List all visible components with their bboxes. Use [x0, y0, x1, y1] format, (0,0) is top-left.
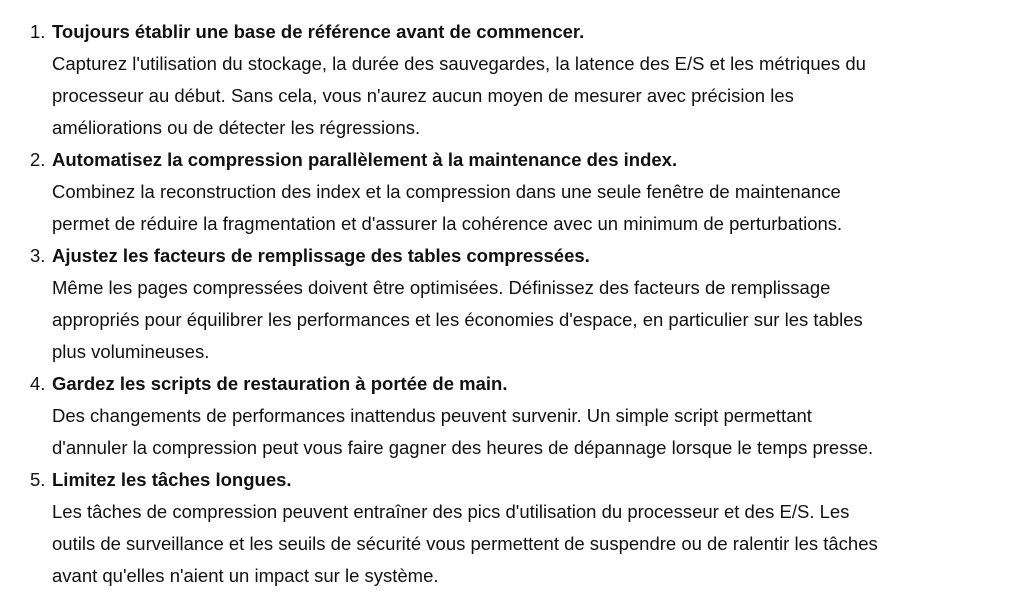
item-body-line: Les tâches de compression peuvent entraîner des pics d'utilisation du processeur et des E/S. Les — [52, 501, 850, 522]
item-body-line: Même les pages compressées doivent être optimisées. Définissez des facteurs de remplissage — [52, 277, 831, 298]
item-number: 2. — [30, 149, 46, 170]
item-number: 5. — [30, 469, 46, 490]
item-body-line: d'annuler la compression peut vous faire gagner des heures de dépannage lorsque le temps presse. — [52, 437, 874, 458]
item-number: 4. — [30, 373, 46, 394]
item-body-line: plus volumineuses. — [52, 341, 210, 362]
item-body-line: améliorations ou de détecter les régressions. — [52, 117, 421, 138]
item-title: Automatisez la compression parallèlement à la maintenance des index. — [52, 149, 678, 170]
list-item — [0, 240, 1024, 368]
list-item — [0, 16, 1024, 144]
item-number: 1. — [30, 21, 46, 42]
item-title: Ajustez les facteurs de remplissage des tables compressées. — [52, 245, 590, 266]
item-body — [52, 48, 1004, 144]
item-title: Gardez les scripts de restauration à portée de main. — [52, 373, 508, 394]
list-item — [0, 368, 1024, 464]
item-number: 3. — [30, 245, 46, 266]
item-body-line: Des changements de performances inattendus peuvent survenir. Un simple script permettant — [52, 405, 812, 426]
list-item — [0, 144, 1024, 240]
item-body-line: Capturez l'utilisation du stockage, la durée des sauvegardes, la latence des E/S et les métriques du — [52, 53, 866, 74]
item-body-line: permet de réduire la fragmentation et d'assurer la cohérence avec un minimum de perturbations. — [52, 213, 843, 234]
item-body — [52, 496, 1004, 592]
list-item — [0, 464, 1024, 592]
item-body — [52, 400, 1004, 464]
item-title: Toujours établir une base de référence avant de commencer. — [52, 21, 585, 42]
item-body-line: outils de surveillance et les seuils de sécurité vous permettent de suspendre ou de ralentir les tâches — [52, 533, 878, 554]
item-body — [52, 176, 1004, 240]
tips-list — [0, 16, 1024, 592]
item-body-line: processeur au début. Sans cela, vous n'aurez aucun moyen de mesurer avec précision les — [52, 85, 794, 106]
item-body-line: avant qu'elles n'aient un impact sur le système. — [52, 565, 439, 586]
item-body-line: appropriés pour équilibrer les performances et les économies d'espace, en particulier sur les tables — [52, 309, 863, 330]
item-body — [52, 272, 1004, 368]
item-body-line: Combinez la reconstruction des index et la compression dans une seule fenêtre de maintenance — [52, 181, 841, 202]
item-title: Limitez les tâches longues. — [52, 469, 292, 490]
